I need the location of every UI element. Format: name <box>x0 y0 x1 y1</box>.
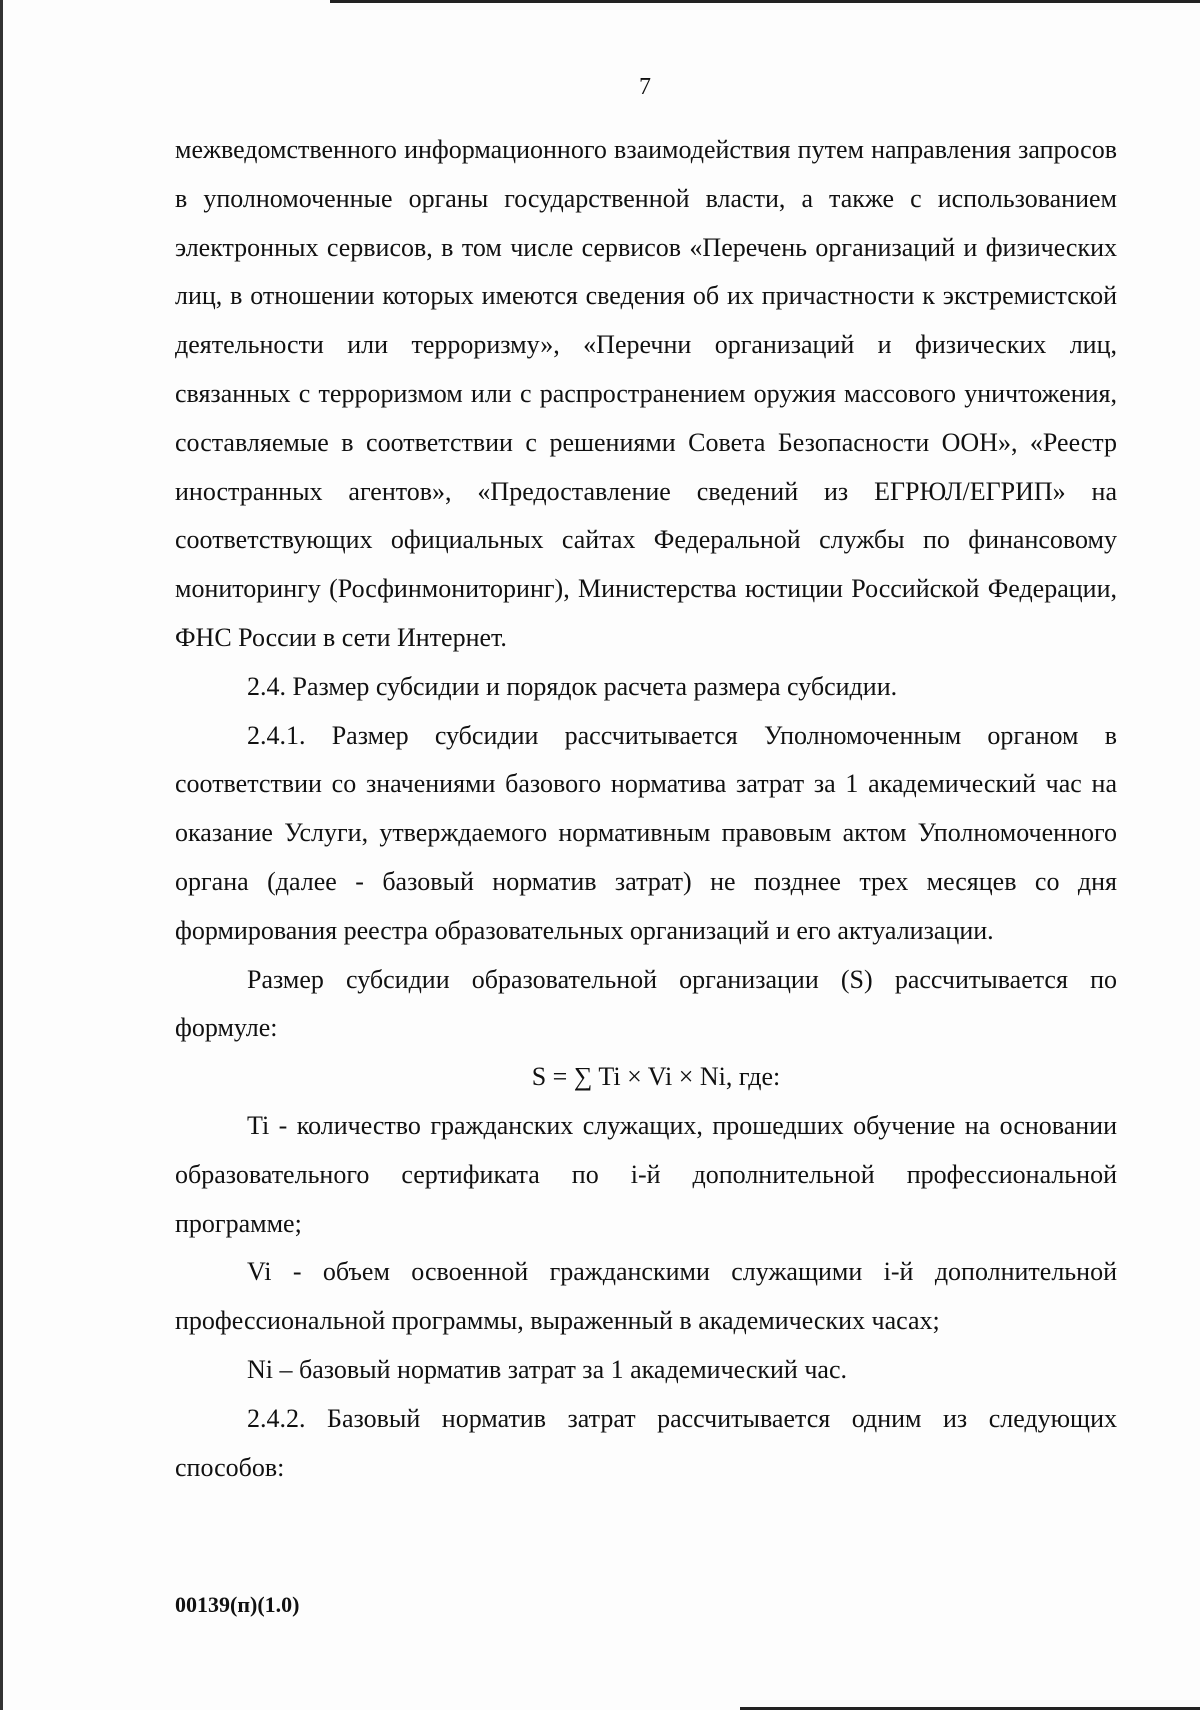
document-code: 00139(п)(1.0) <box>175 1592 300 1617</box>
definition-ti: Ti - количество гражданских служащих, прошедших обучение на основании образовательного сертификата по i-й дополнительной профессиональной программе; <box>175 1110 1117 1238</box>
scan-edge-top <box>330 0 1200 3</box>
document-body <box>175 126 1117 1492</box>
scan-edge-left <box>0 0 3 1710</box>
subsidy-formula: S = ∑ Ti × Vi × Ni, где: <box>531 1062 781 1092</box>
page-number: 7 <box>639 74 651 100</box>
paragraph-2-4-1: 2.4.1. Размер субсидии рассчитывается Уполномоченным органом в соответствии со значениями базового норматива затрат за 1 академический час на оказание Услуги, утверждаемого нормативным правовым актом Уполномоченного органа (далее - базовый норматив затрат) не позднее трех месяцев со дня формирования реестра образовательных организаций и его актуализации. <box>175 720 1117 945</box>
section-2-4-heading: 2.4. Размер субсидии и порядок расчета размера субсидии. <box>247 671 898 701</box>
paragraph-formula-intro: Размер субсидии образовательной организации (S) рассчитывается по формуле: <box>175 964 1117 1043</box>
definition-vi: Vi - объем освоенной гражданскими служащими i-й дополнительной профессиональной программы, выраженный в академических часах; <box>175 1257 1117 1336</box>
paragraph-interagency-services: межведомственного информационного взаимодействия путем направления запросов в уполномоченные органы государственной власти, а также с использованием электронных сервисов, в том числе сервисов «Перечень организаций и физических лиц, в отношении которых имеются сведения об их причастности к экстремистской деятельности или терроризму», «Перечни организаций и физических лиц, связанных с терроризмом или с распространением оружия массового уничтожения, составляемые в соответствии с решениями Совета Безопасности ООН», «Реестр иностранных агентов», «Предоставление сведений из ЕГРЮЛ/ЕГРИП» на соответствующих официальных сайтах Федеральной службы по финансовому мониторингу (Росфинмониторинг), Министерства юстиции Российской Федерации, ФНС России в сети Интернет. <box>175 135 1117 652</box>
paragraph-2-4-2: 2.4.2. Базовый норматив затрат рассчитывается одним из следующих способов: <box>175 1403 1117 1482</box>
definition-ni: Ni – базовый норматив затрат за 1 академический час. <box>247 1354 847 1384</box>
